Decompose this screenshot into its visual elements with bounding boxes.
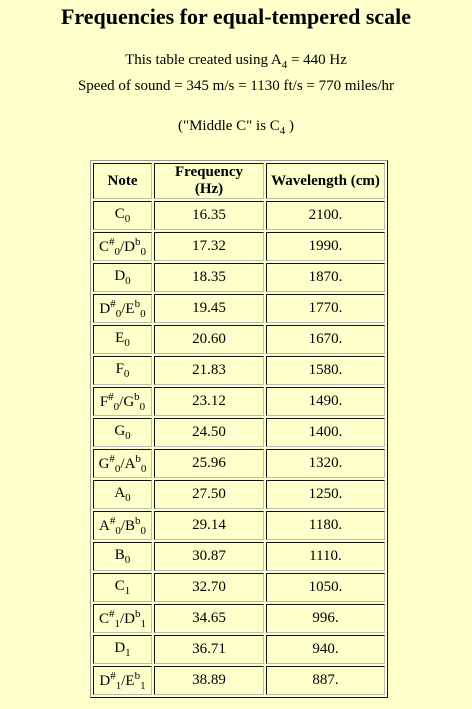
note-cell xyxy=(93,604,152,633)
note-octave: 0 xyxy=(125,430,131,442)
note-octave: 0 xyxy=(125,492,131,504)
note-octave: 1 xyxy=(124,585,131,597)
note-accidental: b xyxy=(135,514,141,527)
note-separator: / xyxy=(120,517,125,534)
note-letter: C xyxy=(98,610,109,627)
note-letter: D xyxy=(114,268,126,284)
frequency-cell: 17.32 xyxy=(154,232,264,261)
middle-c-subscript: 4 xyxy=(279,125,286,137)
table-row xyxy=(93,201,385,230)
wavelength-cell: 1180. xyxy=(266,511,385,540)
note-octave: 0 xyxy=(113,400,120,413)
note-letter: E xyxy=(125,672,135,689)
note-octave: 1 xyxy=(140,679,146,692)
note-letter: F xyxy=(115,361,124,377)
note-accidental: b xyxy=(135,607,141,620)
note-accidental: # xyxy=(108,390,114,403)
note-accidental: # xyxy=(110,297,116,310)
wavelength-cell: 887. xyxy=(266,666,385,695)
note-octave: 1 xyxy=(125,647,131,659)
note-separator: / xyxy=(119,393,124,410)
note-cell xyxy=(93,263,152,292)
table-row xyxy=(93,573,385,602)
table-row xyxy=(93,511,385,540)
wavelength-cell: 1670. xyxy=(266,325,385,354)
note-separator: / xyxy=(121,672,126,689)
note-cell xyxy=(93,294,152,323)
table-row xyxy=(93,480,385,509)
note-accidental: # xyxy=(109,514,116,527)
note-letter: G xyxy=(114,423,126,439)
frequency-cell: 29.14 xyxy=(154,511,264,540)
wavelength-cell: 996. xyxy=(266,604,385,633)
intro-reference-prefix: This table created using A xyxy=(125,52,282,68)
note-separator: / xyxy=(121,300,126,317)
note-separator: / xyxy=(120,455,125,472)
note-accidental: b xyxy=(134,297,141,310)
note-accidental: # xyxy=(110,669,116,682)
note-separator: / xyxy=(120,610,125,627)
table-row xyxy=(93,542,385,571)
note-cell xyxy=(93,387,152,416)
frequency-cell: 16.35 xyxy=(154,201,264,230)
note-letter: A xyxy=(98,517,110,534)
table-header-row xyxy=(93,163,385,199)
note-cell xyxy=(93,666,152,695)
note-letter: C xyxy=(98,238,109,255)
wavelength-cell: 2100. xyxy=(266,201,385,230)
table-row xyxy=(93,294,385,323)
note-octave: 0 xyxy=(139,400,146,413)
note-letter: D xyxy=(114,640,126,656)
note-letter: D xyxy=(124,238,136,255)
note-cell xyxy=(93,480,152,509)
note-cell xyxy=(93,232,152,261)
note-letter: C xyxy=(114,206,125,222)
wavelength-cell: 1490. xyxy=(266,387,385,416)
frequency-table xyxy=(90,160,388,698)
table-row xyxy=(93,387,385,416)
note-octave: 0 xyxy=(115,524,121,537)
table-row xyxy=(93,356,385,385)
note-letter: A xyxy=(124,455,136,472)
wavelength-cell: 1770. xyxy=(266,294,385,323)
header-frequency: Frequency (Hz) xyxy=(154,163,264,199)
intro-middle-c-note xyxy=(0,118,472,137)
wavelength-cell: 940. xyxy=(266,635,385,664)
note-octave: 0 xyxy=(140,245,147,258)
note-cell xyxy=(93,449,152,478)
page-title: Frequencies for equal-tempered scale xyxy=(60,4,412,29)
note-separator: / xyxy=(120,238,125,255)
note-octave: 0 xyxy=(114,462,121,475)
note-letter: C xyxy=(114,578,125,594)
note-octave: 1 xyxy=(140,617,147,630)
note-letter: D xyxy=(99,300,111,317)
table-row xyxy=(93,666,385,695)
intro-speed-of-sound: Speed of sound = 345 m/s = 1130 ft/s = 770 miles/hr xyxy=(77,78,395,94)
note-octave: 1 xyxy=(114,617,120,630)
note-accidental: b xyxy=(134,390,140,403)
note-octave: 0 xyxy=(125,275,131,287)
note-cell xyxy=(93,511,152,540)
intro-reference-line xyxy=(0,52,472,71)
wavelength-cell: 1870. xyxy=(266,263,385,292)
frequency-cell: 36.71 xyxy=(154,635,264,664)
wavelength-cell: 1050. xyxy=(266,573,385,602)
note-octave: 0 xyxy=(140,307,146,320)
frequency-cell: 30.87 xyxy=(154,542,264,571)
wavelength-cell: 1580. xyxy=(266,356,385,385)
note-accidental: # xyxy=(109,452,115,465)
frequency-cell: 24.50 xyxy=(154,418,264,447)
frequency-cell: 19.45 xyxy=(154,294,264,323)
note-accidental: b xyxy=(135,235,141,248)
note-letter: D xyxy=(124,610,136,627)
note-octave: 1 xyxy=(115,679,122,692)
frequency-cell: 38.89 xyxy=(154,666,264,695)
note-letter: F xyxy=(99,393,109,410)
table-row xyxy=(93,325,385,354)
frequency-cell: 18.35 xyxy=(154,263,264,292)
frequency-cell: 25.96 xyxy=(154,449,264,478)
note-accidental: b xyxy=(134,669,141,682)
table-row xyxy=(93,418,385,447)
note-letter: B xyxy=(114,547,125,563)
note-octave: 0 xyxy=(140,462,147,475)
note-octave: 0 xyxy=(124,554,131,566)
note-cell xyxy=(93,573,152,602)
note-letter: B xyxy=(125,517,136,534)
wavelength-cell: 1400. xyxy=(266,418,385,447)
note-cell xyxy=(93,325,152,354)
note-octave: 0 xyxy=(124,213,131,225)
frequency-cell: 21.83 xyxy=(154,356,264,385)
table-row xyxy=(93,449,385,478)
frequency-cell: 23.12 xyxy=(154,387,264,416)
middle-c-prefix: ("Middle C" is C xyxy=(177,118,280,134)
note-cell xyxy=(93,201,152,230)
note-octave: 0 xyxy=(123,368,130,380)
note-cell xyxy=(93,635,152,664)
table-row xyxy=(93,232,385,261)
header-note: Note xyxy=(93,163,152,199)
table-row xyxy=(93,604,385,633)
note-letter: A xyxy=(114,485,126,501)
note-accidental: # xyxy=(109,607,115,620)
note-letter: G xyxy=(123,393,135,410)
table-body xyxy=(93,201,385,695)
header-wavelength: Wavelength (cm) xyxy=(266,163,385,199)
wavelength-cell: 1320. xyxy=(266,449,385,478)
frequency-cell: 20.60 xyxy=(154,325,264,354)
note-letter: D xyxy=(99,672,111,689)
note-letter: E xyxy=(115,330,125,346)
table-row xyxy=(93,635,385,664)
wavelength-cell: 1990. xyxy=(266,232,385,261)
note-cell xyxy=(93,418,152,447)
intro-reference-subscript: 4 xyxy=(281,59,288,71)
note-letter: E xyxy=(125,300,135,317)
note-octave: 0 xyxy=(114,245,120,258)
note-octave: 0 xyxy=(124,337,130,349)
note-accidental: # xyxy=(109,235,115,248)
intro-reference-suffix: = 440 Hz xyxy=(287,52,347,68)
note-accidental: b xyxy=(135,452,141,465)
note-cell xyxy=(93,542,152,571)
wavelength-cell: 1110. xyxy=(266,542,385,571)
frequency-cell: 27.50 xyxy=(154,480,264,509)
note-cell xyxy=(93,356,152,385)
middle-c-suffix: ) xyxy=(285,118,295,134)
frequency-cell: 32.70 xyxy=(154,573,264,602)
note-octave: 0 xyxy=(140,524,147,537)
wavelength-cell: 1250. xyxy=(266,480,385,509)
table-row xyxy=(93,263,385,292)
frequency-cell: 34.65 xyxy=(154,604,264,633)
note-octave: 0 xyxy=(115,307,122,320)
note-letter: G xyxy=(98,455,110,472)
